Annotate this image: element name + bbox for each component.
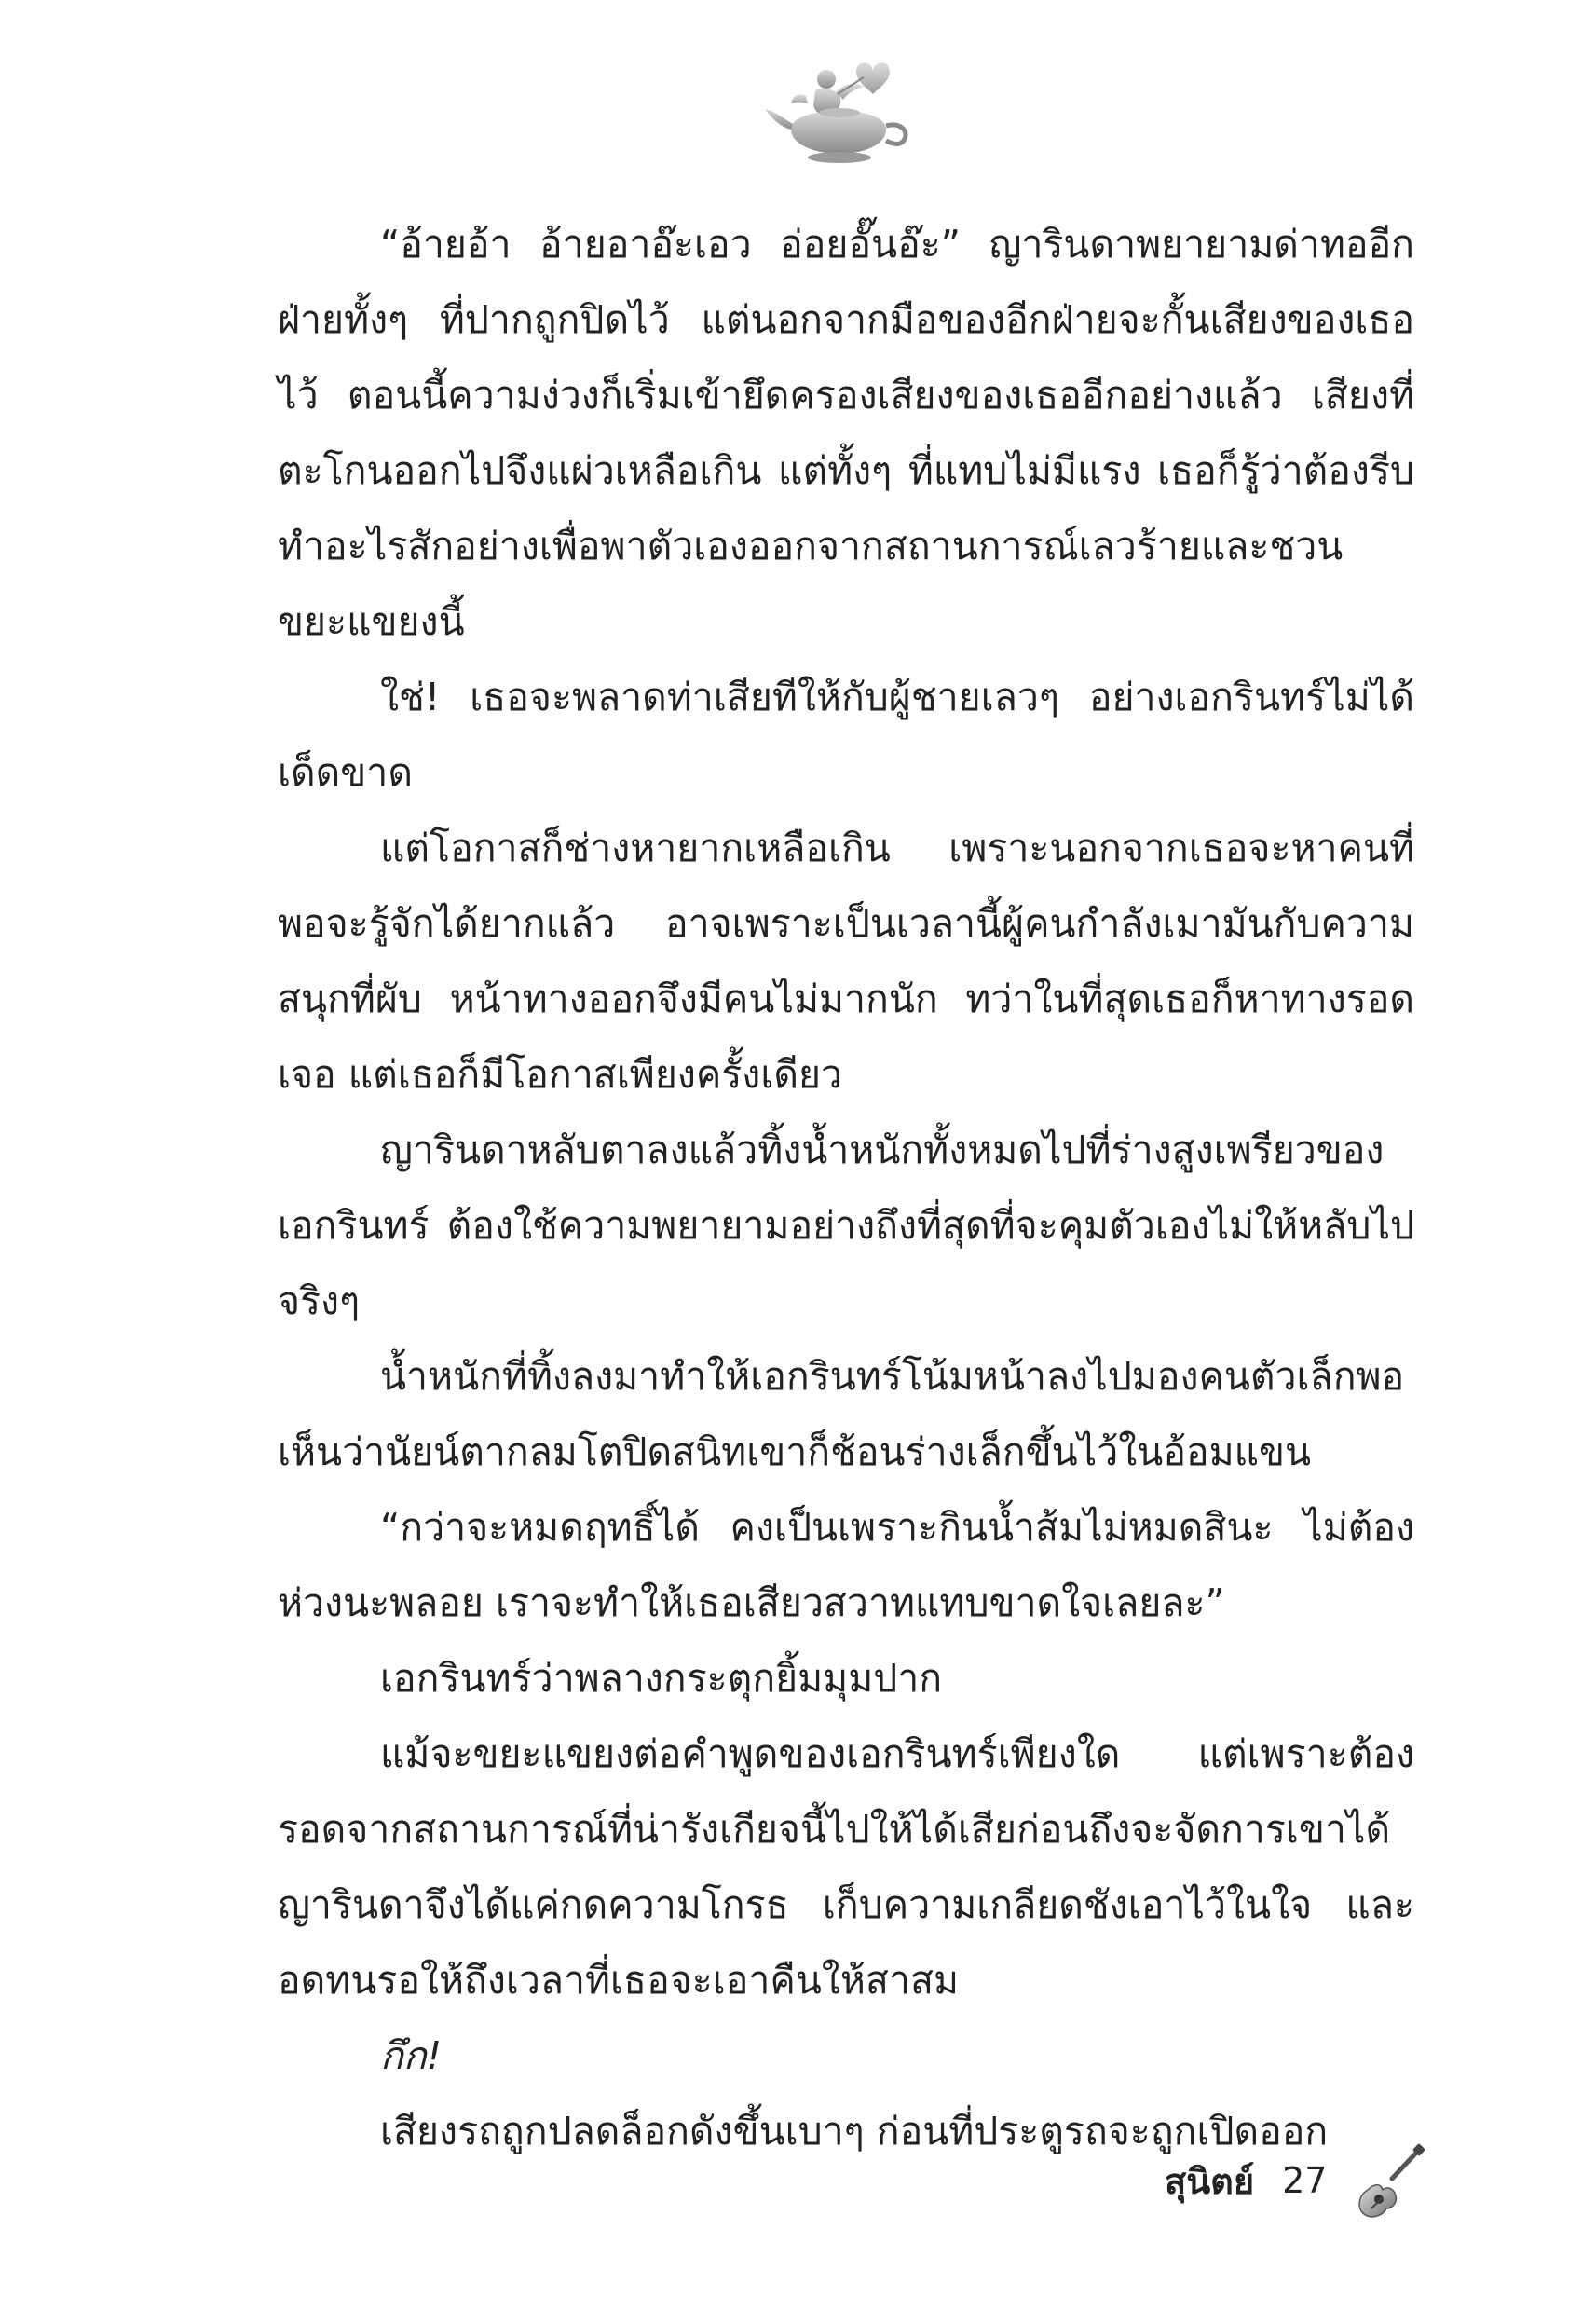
paragraph: ญารินดาหลับตาลงแล้วทิ้งน้ำหนักทั้งหมดไปที่ร่างสูงเพรียวของเอกรินทร์ ต้องใช้ความพยายามอย่างถึงที่สุดที่จะคุมตัวเองไม่ให้หลับไปจริงๆ: [278, 1128, 1414, 1323]
paragraph: น้ำหนักที่ทิ้งลงมาทำให้เอกรินทร์โน้มหน้าลงไปมองคนตัวเล็กพอเห็นว่านัยน์ตากลมโตปิดสนิทเขาก็ช้อนร่างเล็กขึ้นไว้ในอ้อมแขน: [278, 1354, 1405, 1474]
sound-effect-paragraph: กึก!: [380, 2033, 443, 2078]
body-text: [278, 207, 1414, 2169]
paragraph: เสียงรถถูกปลดล็อกดังขึ้นเบาๆ ก่อนที่ประตูรถจะถูกเปิดออก: [380, 2109, 1329, 2154]
paragraph: “อ้ายอ้า อ้ายอาอ๊ะเอว อ่อยอั๊นอ๊ะ” ญารินดาพยายามด่าทออีกฝ่ายทั้งๆ ที่ปากถูกปิดไว้ แต่นอกจากมือของอีกฝ่ายจะกั้นเสียงของเธอไว้ ตอนนี้ความง่วงก็เริ่มเข้ายึดครองเสียงของเธออีกอย่างแล้ว เสียงที่ตะโกนออกไปจึงแผ่วเหลือเกิน แต่ทั้งๆ ที่แทบไม่มีแรง เธอก็รู้ว่าต้องรีบทำอะไรสักอย่างเพื่อพาตัวเองออกจากสถานการณ์เลวร้ายและชวนขยะแขยงนี้: [278, 222, 1414, 644]
paragraph: “กว่าจะหมดฤทธิ์ได้ คงเป็นเพราะกินน้ำส้มไม่หมดสินะ ไม่ต้องห่วงนะพลอย เราจะทำให้เธอเสียวสวาทแทบขาดใจเลยละ”: [278, 1505, 1414, 1625]
paragraph: แม้จะขยะแขยงต่อคำพูดของเอกรินทร์เพียงใด แต่เพราะต้องรอดจากสถานการณ์ที่น่ารังเกียจนี้ไปให้ได้เสียก่อนถึงจะจัดการเขาได้ ญารินดาจึงได้แค่กดความโกรธ เก็บความเกลียดชังเอาไว้ในใจ และอดทนรอให้ถึงเวลาที่เธอจะเอาคืนให้สาสม: [278, 1731, 1414, 2003]
paragraph: ใช่! เธอจะพลาดท่าเสียทีให้กับผู้ชายเลวๆ อย่างเอกรินทร์ไม่ได้เด็ดขาด: [278, 675, 1414, 795]
cupid-teapot-ornament-icon: [759, 51, 918, 172]
paragraph: แต่โอกาสก็ช่างหายากเหลือเกิน เพราะนอกจากเธอจะหาคนที่พอจะรู้จักได้ยากแล้ว อาจเพราะเป็นเวลานี้ผู้คนกำลังเมามันกับความสนุกที่ผับ หน้าทางออกจึงมีคนไม่มากนัก ทว่าในที่สุดเธอก็หาทางรอดเจอ แต่เธอก็มีโอกาสเพียงครั้งเดียว: [278, 826, 1414, 1097]
page-number: 27: [1282, 2160, 1328, 2201]
page-footer: [1165, 2139, 1425, 2222]
paragraph: เอกรินทร์ว่าพลางกระตุกยิ้มมุมปาก: [380, 1656, 943, 1701]
guitar-icon: [1355, 2143, 1425, 2218]
footer-author: สุนิตย์: [1165, 2160, 1255, 2202]
